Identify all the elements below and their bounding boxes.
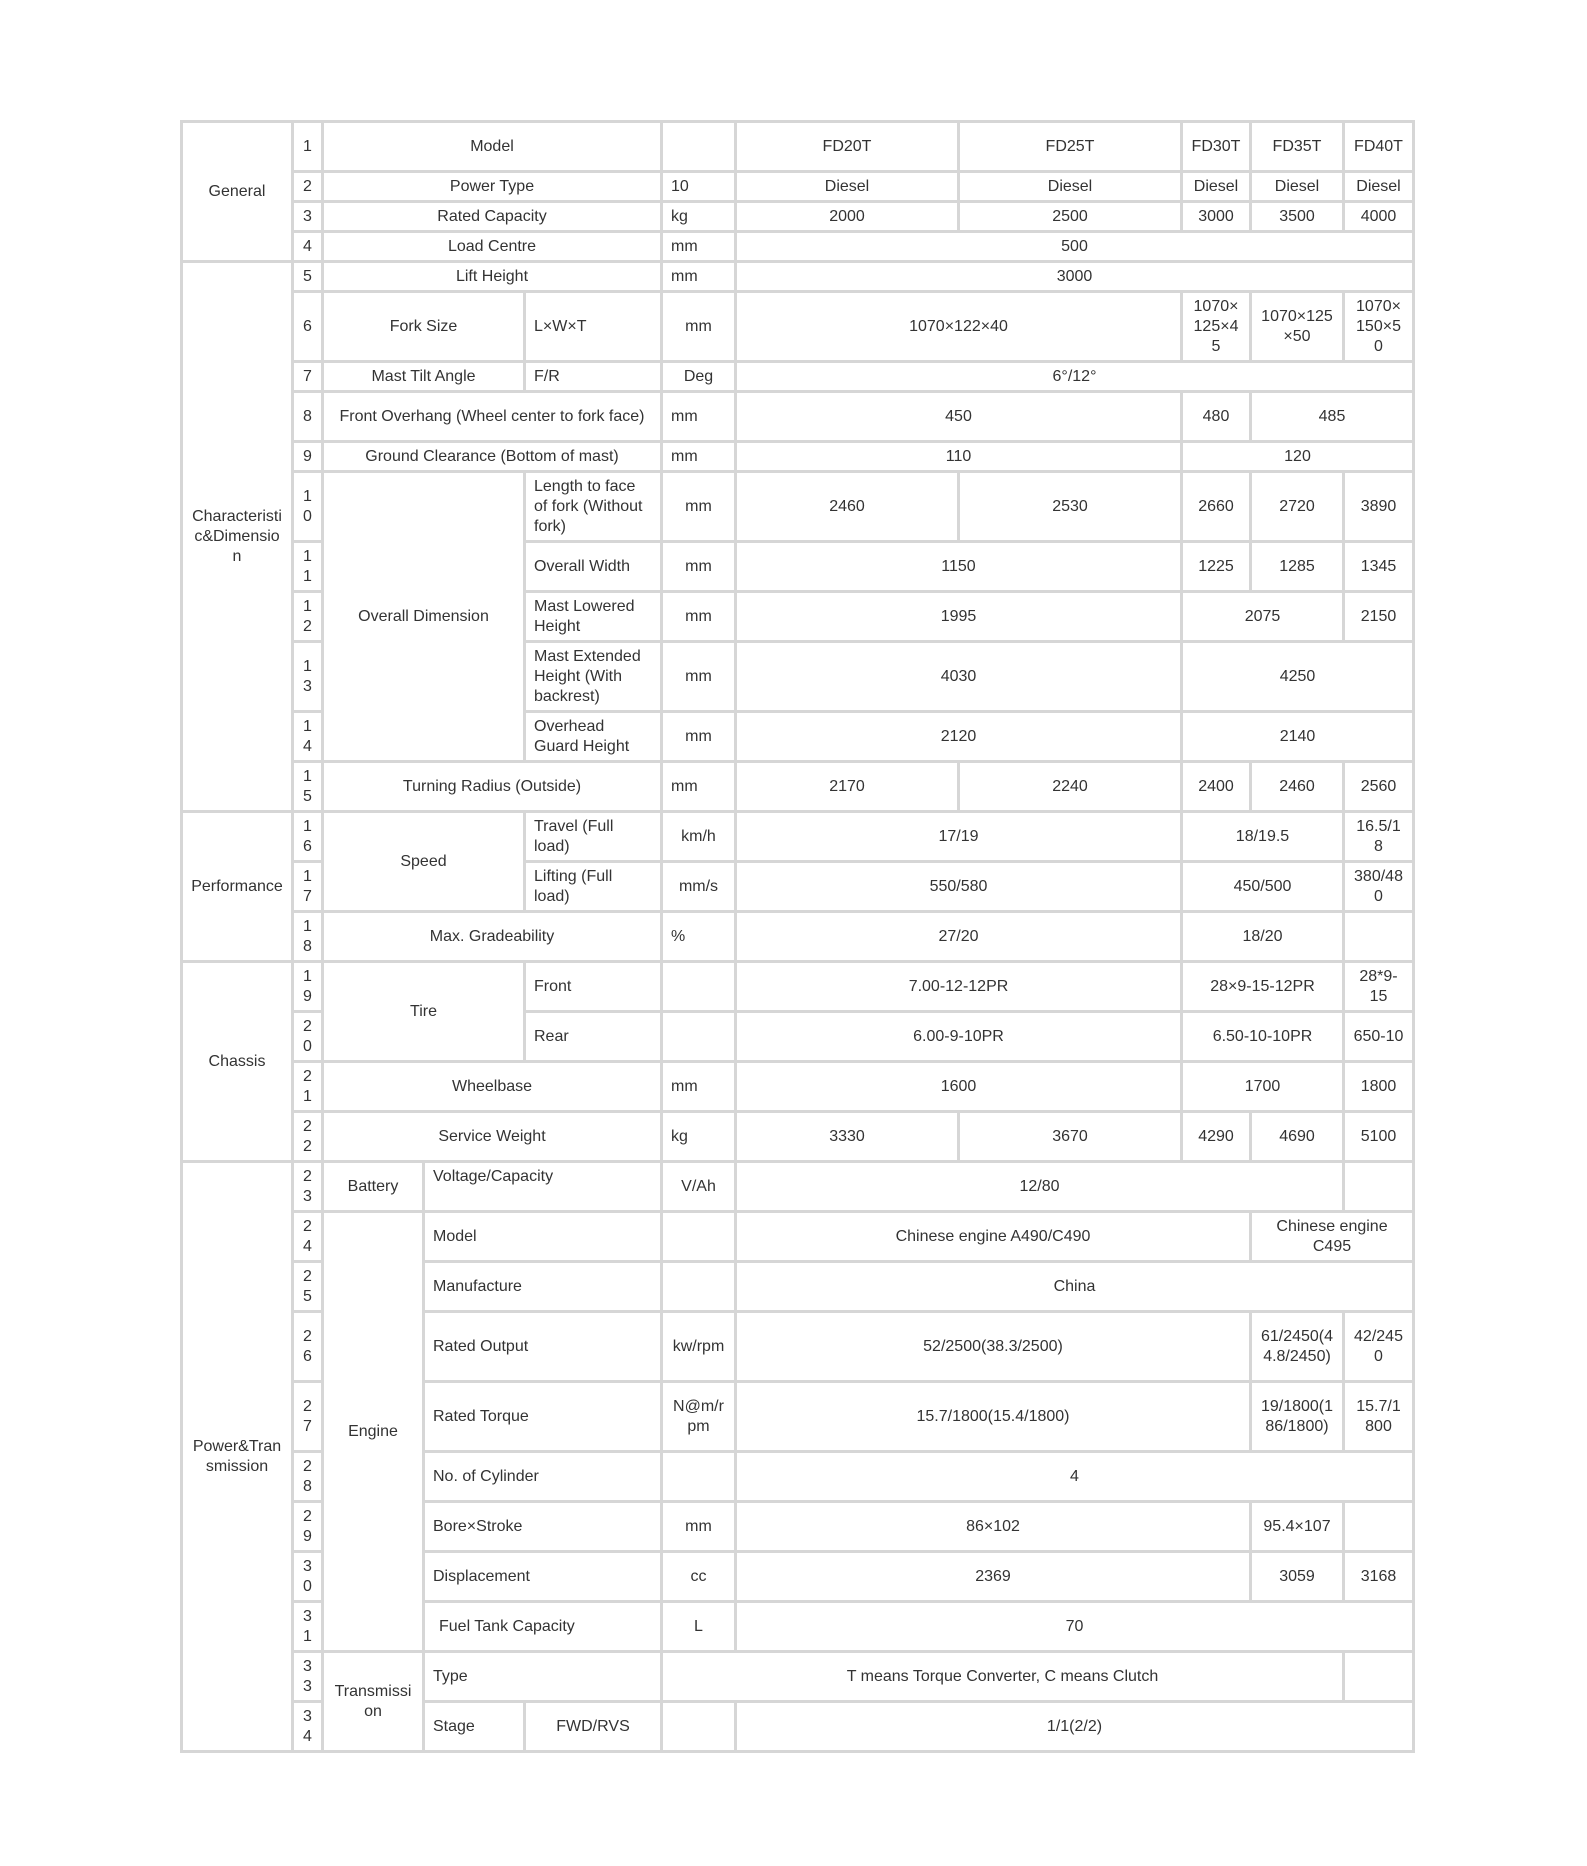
section-performance: Performance — [182, 812, 293, 962]
row-number: 21 — [293, 1062, 323, 1112]
unit-cell: 10 — [662, 172, 736, 202]
value-cell: 3000 — [1182, 202, 1251, 232]
value-cell: 485 — [1251, 392, 1414, 442]
value-cell: 3890 — [1344, 472, 1414, 542]
value-cell: Diesel — [1344, 172, 1414, 202]
value-cell: Diesel — [736, 172, 959, 202]
value-cell: 3168 — [1344, 1552, 1414, 1602]
value-cell: 15.7/1800(15.4/1800) — [736, 1382, 1251, 1452]
value-cell: 1700 — [1182, 1062, 1344, 1112]
group-label: Battery — [323, 1162, 424, 1212]
row-sublabel: Rated Torque — [424, 1382, 662, 1452]
table-row — [182, 262, 1414, 292]
value-cell: 450/500 — [1182, 862, 1344, 912]
value-cell: 650-10 — [1344, 1012, 1414, 1062]
row-number: 19 — [293, 962, 323, 1012]
group-label: Speed — [323, 812, 525, 912]
value-cell: 86×102 — [736, 1502, 1251, 1552]
row-sublabel: Length to face of fork (Without fork) — [525, 472, 662, 542]
row-sublabel: Type — [424, 1652, 662, 1702]
table-row — [182, 1062, 1414, 1112]
row-sublabel: Mast Extended Height (With backrest) — [525, 642, 662, 712]
row-number: 9 — [293, 442, 323, 472]
row-sublabel-2: FWD/RVS — [525, 1702, 662, 1752]
value-cell: China — [736, 1262, 1414, 1312]
row-number: 10 — [293, 472, 323, 542]
table-row — [182, 202, 1414, 232]
value-cell: 2240 — [959, 762, 1182, 812]
value-cell: 3670 — [959, 1112, 1182, 1162]
value-cell: 2170 — [736, 762, 959, 812]
unit-cell: mm — [662, 292, 736, 362]
value-cell: 2560 — [1344, 762, 1414, 812]
row-number: 3 — [293, 202, 323, 232]
unit-cell: kg — [662, 1112, 736, 1162]
value-cell: 550/580 — [736, 862, 1182, 912]
unit-cell: mm — [662, 642, 736, 712]
value-cell: 70 — [736, 1602, 1414, 1652]
row-number: 16 — [293, 812, 323, 862]
value-cell: 2120 — [736, 712, 1182, 762]
unit-cell — [662, 1702, 736, 1752]
table-row — [182, 1212, 1414, 1262]
value-cell: 6.50-10-10PR — [1182, 1012, 1344, 1062]
value-cell: 2000 — [736, 202, 959, 232]
value-cell: 5100 — [1344, 1112, 1414, 1162]
row-sublabel: Stage — [424, 1702, 525, 1752]
value-cell: 6.00-9-10PR — [736, 1012, 1182, 1062]
row-number: 25 — [293, 1262, 323, 1312]
value-cell: Diesel — [1182, 172, 1251, 202]
value-cell: 18/20 — [1182, 912, 1344, 962]
unit-cell: mm — [662, 1062, 736, 1112]
value-cell: 17/19 — [736, 812, 1182, 862]
row-label: Wheelbase — [323, 1062, 662, 1112]
row-label: Mast Tilt Angle — [323, 362, 525, 392]
spec-table — [180, 120, 1415, 1753]
row-label: Load Centre — [323, 232, 662, 262]
value-cell: 4290 — [1182, 1112, 1251, 1162]
row-sublabel: Overhead Guard Height — [525, 712, 662, 762]
value-cell: 4250 — [1182, 642, 1414, 712]
value-cell: 2369 — [736, 1552, 1251, 1602]
value-cell: 2075 — [1182, 592, 1344, 642]
model-fd20t: FD20T — [736, 122, 959, 172]
unit-cell: mm/s — [662, 862, 736, 912]
row-sublabel: Lifting (Full load) — [525, 862, 662, 912]
table-row — [182, 292, 1414, 362]
section-chassis: Chassis — [182, 962, 293, 1162]
row-label: Rated Capacity — [323, 202, 662, 232]
value-cell: 12/80 — [736, 1162, 1344, 1212]
model-fd25t: FD25T — [959, 122, 1182, 172]
value-cell: 18/19.5 — [1182, 812, 1344, 862]
row-sublabel: Model — [424, 1212, 662, 1262]
table-row — [182, 1652, 1414, 1702]
value-cell: 120 — [1182, 442, 1414, 472]
section-general: General — [182, 122, 293, 262]
group-label: Engine — [323, 1212, 424, 1652]
value-cell: 2500 — [959, 202, 1182, 232]
value-cell: 61/2450(44.8/2450) — [1251, 1312, 1344, 1382]
row-label: Front Overhang (Wheel center to fork face) — [323, 392, 662, 442]
value-cell: 1070×122×40 — [736, 292, 1182, 362]
table-row — [182, 362, 1414, 392]
row-number: 28 — [293, 1452, 323, 1502]
value-cell: 3000 — [736, 262, 1414, 292]
table-row — [182, 812, 1414, 862]
unit-cell: mm — [662, 232, 736, 262]
unit-cell: mm — [662, 392, 736, 442]
table-row — [182, 392, 1414, 442]
unit-cell: mm — [662, 762, 736, 812]
row-number: 29 — [293, 1502, 323, 1552]
row-number: 27 — [293, 1382, 323, 1452]
row-sublabel: L×W×T — [525, 292, 662, 362]
value-cell: 28*9-15 — [1344, 962, 1414, 1012]
value-cell — [1344, 912, 1414, 962]
row-label: Turning Radius (Outside) — [323, 762, 662, 812]
unit-cell: V/Ah — [662, 1162, 736, 1212]
value-cell: Diesel — [1251, 172, 1344, 202]
unit-cell — [662, 1212, 736, 1262]
row-sublabel: Displacement — [424, 1552, 662, 1602]
row-sublabel: F/R — [525, 362, 662, 392]
row-label: Service Weight — [323, 1112, 662, 1162]
table-row — [182, 232, 1414, 262]
value-cell: 2150 — [1344, 592, 1414, 642]
unit-cell — [662, 962, 736, 1012]
row-number: 13 — [293, 642, 323, 712]
value-cell: Chinese engine A490/C490 — [736, 1212, 1251, 1262]
row-label: Fork Size — [323, 292, 525, 362]
row-number: 6 — [293, 292, 323, 362]
row-number: 11 — [293, 542, 323, 592]
unit-cell: mm — [662, 442, 736, 472]
group-label: Transmission — [323, 1652, 424, 1752]
row-sublabel: Mast Lowered Height — [525, 592, 662, 642]
value-cell: 2400 — [1182, 762, 1251, 812]
value-cell: 1150 — [736, 542, 1182, 592]
table-row — [182, 962, 1414, 1012]
value-cell: 2460 — [736, 472, 959, 542]
value-cell — [1344, 1162, 1414, 1212]
value-cell: 15.7/1800 — [1344, 1382, 1414, 1452]
section-characteristic: Characteristic&Dimension — [182, 262, 293, 812]
value-cell: 2720 — [1251, 472, 1344, 542]
row-number: 26 — [293, 1312, 323, 1382]
value-cell: 7.00-12-12PR — [736, 962, 1182, 1012]
value-cell: 4 — [736, 1452, 1414, 1502]
row-number: 8 — [293, 392, 323, 442]
value-cell: 6°/12° — [736, 362, 1414, 392]
row-number: 4 — [293, 232, 323, 262]
value-cell: Chinese engine C495 — [1251, 1212, 1414, 1262]
row-label: Power Type — [323, 172, 662, 202]
unit-cell: mm — [662, 542, 736, 592]
row-sublabel: Manufacture — [424, 1262, 662, 1312]
unit-cell — [662, 1262, 736, 1312]
row-label: Ground Clearance (Bottom of mast) — [323, 442, 662, 472]
group-label: Overall Dimension — [323, 472, 525, 762]
unit-cell: kg — [662, 202, 736, 232]
value-cell: 1070×125×45 — [1182, 292, 1251, 362]
value-cell — [1344, 1502, 1414, 1552]
value-cell: 1070×125×50 — [1251, 292, 1344, 362]
table-row — [182, 172, 1414, 202]
unit-cell: mm — [662, 472, 736, 542]
row-sublabel: Front — [525, 962, 662, 1012]
table-row — [182, 1112, 1414, 1162]
section-power-transmission: Power&Transmission — [182, 1162, 293, 1752]
value-cell: 110 — [736, 442, 1182, 472]
value-cell: 16.5/18 — [1344, 812, 1414, 862]
row-number: 23 — [293, 1162, 323, 1212]
row-number: 20 — [293, 1012, 323, 1062]
row-number: 18 — [293, 912, 323, 962]
value-cell: 2460 — [1251, 762, 1344, 812]
value-cell: 2660 — [1182, 472, 1251, 542]
value-cell: 2530 — [959, 472, 1182, 542]
table-row — [182, 762, 1414, 812]
value-cell: 1600 — [736, 1062, 1182, 1112]
unit-cell — [662, 122, 736, 172]
value-cell: 1800 — [1344, 1062, 1414, 1112]
row-number: 12 — [293, 592, 323, 642]
unit-cell: mm — [662, 262, 736, 292]
value-cell: 3330 — [736, 1112, 959, 1162]
value-cell: 3500 — [1251, 202, 1344, 232]
unit-cell: Deg — [662, 362, 736, 392]
table-row — [182, 122, 1414, 172]
table-row — [182, 912, 1414, 962]
row-sublabel: Bore×Stroke — [424, 1502, 662, 1552]
unit-cell: km/h — [662, 812, 736, 862]
value-cell: 19/1800(186/1800) — [1251, 1382, 1344, 1452]
table-row — [182, 1162, 1414, 1212]
value-cell: 42/2450 — [1344, 1312, 1414, 1382]
row-number: 2 — [293, 172, 323, 202]
table-row — [182, 442, 1414, 472]
value-cell: 95.4×107 — [1251, 1502, 1344, 1552]
row-number: 34 — [293, 1702, 323, 1752]
model-fd40t: FD40T — [1344, 122, 1414, 172]
row-number: 22 — [293, 1112, 323, 1162]
row-number: 17 — [293, 862, 323, 912]
row-label: Model — [323, 122, 662, 172]
model-fd35t: FD35T — [1251, 122, 1344, 172]
row-number: 14 — [293, 712, 323, 762]
value-cell: 500 — [736, 232, 1414, 262]
unit-cell: cc — [662, 1552, 736, 1602]
row-number: 30 — [293, 1552, 323, 1602]
row-label: Max. Gradeability — [323, 912, 662, 962]
row-number: 33 — [293, 1652, 323, 1702]
value-cell: 4030 — [736, 642, 1182, 712]
value-cell: 450 — [736, 392, 1182, 442]
value-cell: 4000 — [1344, 202, 1414, 232]
row-sublabel: Rear — [525, 1012, 662, 1062]
value-cell: 3059 — [1251, 1552, 1344, 1602]
group-label: Tire — [323, 962, 525, 1062]
value-cell: 4690 — [1251, 1112, 1344, 1162]
row-number: 31 — [293, 1602, 323, 1652]
row-label: Lift Height — [323, 262, 662, 292]
value-cell — [1344, 1652, 1414, 1702]
unit-cell: mm — [662, 1502, 736, 1552]
value-cell: 27/20 — [736, 912, 1182, 962]
unit-cell — [662, 1452, 736, 1502]
table-row — [182, 472, 1414, 542]
row-sublabel: Rated Output — [424, 1312, 662, 1382]
value-cell: Diesel — [959, 172, 1182, 202]
row-number: 24 — [293, 1212, 323, 1262]
row-sublabel: No. of Cylinder — [424, 1452, 662, 1502]
unit-cell: N@m/rpm — [662, 1382, 736, 1452]
value-cell: 1995 — [736, 592, 1182, 642]
row-sublabel: Fuel Tank Capacity — [424, 1602, 662, 1652]
unit-cell: L — [662, 1602, 736, 1652]
value-cell: 28×9-15-12PR — [1182, 962, 1344, 1012]
value-cell: 1/1(2/2) — [736, 1702, 1414, 1752]
row-sublabel: Overall Width — [525, 542, 662, 592]
value-cell: 480 — [1182, 392, 1251, 442]
row-number: 1 — [293, 122, 323, 172]
row-number: 7 — [293, 362, 323, 392]
value-cell: 2140 — [1182, 712, 1414, 762]
row-number: 5 — [293, 262, 323, 292]
model-fd30t: FD30T — [1182, 122, 1251, 172]
row-number: 15 — [293, 762, 323, 812]
unit-cell: % — [662, 912, 736, 962]
value-cell: 1285 — [1251, 542, 1344, 592]
value-cell: 52/2500(38.3/2500) — [736, 1312, 1251, 1382]
value-cell: T means Torque Converter, C means Clutch — [662, 1652, 1344, 1702]
unit-cell: kw/rpm — [662, 1312, 736, 1382]
unit-cell: mm — [662, 712, 736, 762]
row-sublabel: Travel (Full load) — [525, 812, 662, 862]
unit-cell — [662, 1012, 736, 1062]
unit-cell: mm — [662, 592, 736, 642]
value-cell: 1225 — [1182, 542, 1251, 592]
value-cell: 1345 — [1344, 542, 1414, 592]
row-sublabel: Voltage/Capacity — [424, 1162, 662, 1212]
value-cell: 1070×150×50 — [1344, 292, 1414, 362]
value-cell: 380/480 — [1344, 862, 1414, 912]
